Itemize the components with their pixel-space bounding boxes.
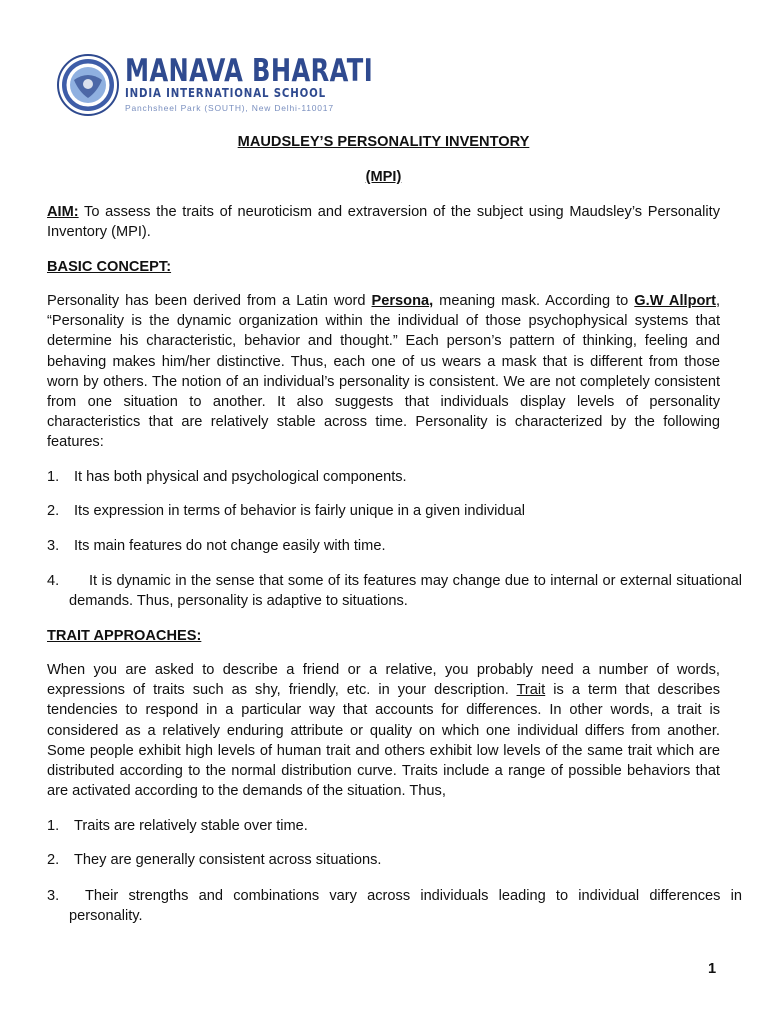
trait-term: Trait: [516, 682, 546, 699]
list-number: 1.: [47, 818, 60, 834]
para-text: Personality has been derived from a Latin word: [47, 293, 372, 309]
school-address: Panchsheel Park (SOUTH), New Delhi-110017: [125, 103, 334, 113]
list-item: [47, 467, 720, 487]
list-number: 1.: [47, 469, 60, 485]
page-number: 1: [708, 961, 717, 977]
list-number: 3.: [47, 888, 60, 904]
school-seal-logo: [57, 54, 119, 116]
list-item: [47, 886, 742, 926]
para-text: meaning mask. According to: [433, 293, 635, 309]
list-text: It is dynamic in the sense that some of its features may change due to internal or external situational demands. Thus, personality is adaptive to situations.: [69, 573, 742, 610]
list-number: 4.: [47, 573, 60, 589]
list-number: 3.: [47, 538, 60, 554]
list-text: It has both physical and psychological components.: [74, 469, 407, 485]
allport-author: G.W Allport: [634, 293, 716, 309]
list-text: Its main features do not change easily with time.: [74, 538, 386, 554]
list-text: Its expression in terms of behavior is fairly unique in a given individual: [74, 503, 526, 519]
list-text: Traits are relatively stable over time.: [74, 818, 308, 834]
list-item: [47, 536, 720, 556]
para-text: When you are asked to describe a friend or a relative, you probably need a number of words, expressions of traits such as shy, friendly, etc. in your description.: [47, 662, 720, 699]
document-title: MAUDSLEY’S PERSONALITY INVENTORY: [237, 134, 530, 150]
list-text: They are generally consistent across situations.: [74, 852, 382, 868]
list-item: [47, 501, 720, 521]
document-subtitle: (MPI): [365, 169, 402, 185]
trait-approaches-paragraph: [47, 660, 720, 801]
list-number: 2.: [47, 852, 60, 868]
list-item: [47, 850, 720, 870]
para-text: is a term that describes tendencies to respond in a particular way that accounts for differences. In other words, a trait is considered as a relatively enduring attribute or quality on which one individual differs from another. Some people exhibit high levels of human trait and others exhibit low levels of the same trait which are distributed according to the normal distribution curve. Traits include a range of possible behaviors that are activated according to the demands of the situation. Thus,: [47, 682, 721, 800]
list-item: [47, 816, 720, 836]
para-text: , “Personality is the dynamic organization within the individual of those psychophysical systems that determine his characteristic, behavior and thought.” Each person’s pattern of thinking, feeling and behaving makes him/her distinctive. Thus, each one of us wears a mask that is different from those worn by others. The notion of an individual’s personality is consistent. We are not completely consistent from one situation to another. It also suggests that individuals display levels of personality characteristics that are relatively stable across time. Personality is characterized by the following features:: [47, 293, 721, 451]
list-text: Their strengths and combinations vary across individuals leading to individual differences in personality.: [69, 888, 742, 925]
trait-approaches-heading: TRAIT APPROACHES:: [47, 628, 202, 644]
school-name: MANAVA BHARATI: [125, 53, 374, 89]
basic-concept-heading: BASIC CONCEPT:: [47, 259, 172, 275]
list-item: [47, 571, 742, 611]
aim-label: AIM:: [47, 204, 79, 220]
school-header: [57, 52, 374, 118]
school-subtitle: INDIA INTERNATIONAL SCHOOL: [125, 86, 327, 100]
aim-paragraph: [47, 202, 720, 242]
persona-term: Persona,: [371, 293, 434, 309]
list-number: 2.: [47, 503, 60, 519]
basic-concept-paragraph: [47, 291, 720, 453]
aim-text: To assess the traits of neuroticism and extraversion of the subject using Maudsley’s Personality Inventory (MPI).: [47, 204, 720, 241]
